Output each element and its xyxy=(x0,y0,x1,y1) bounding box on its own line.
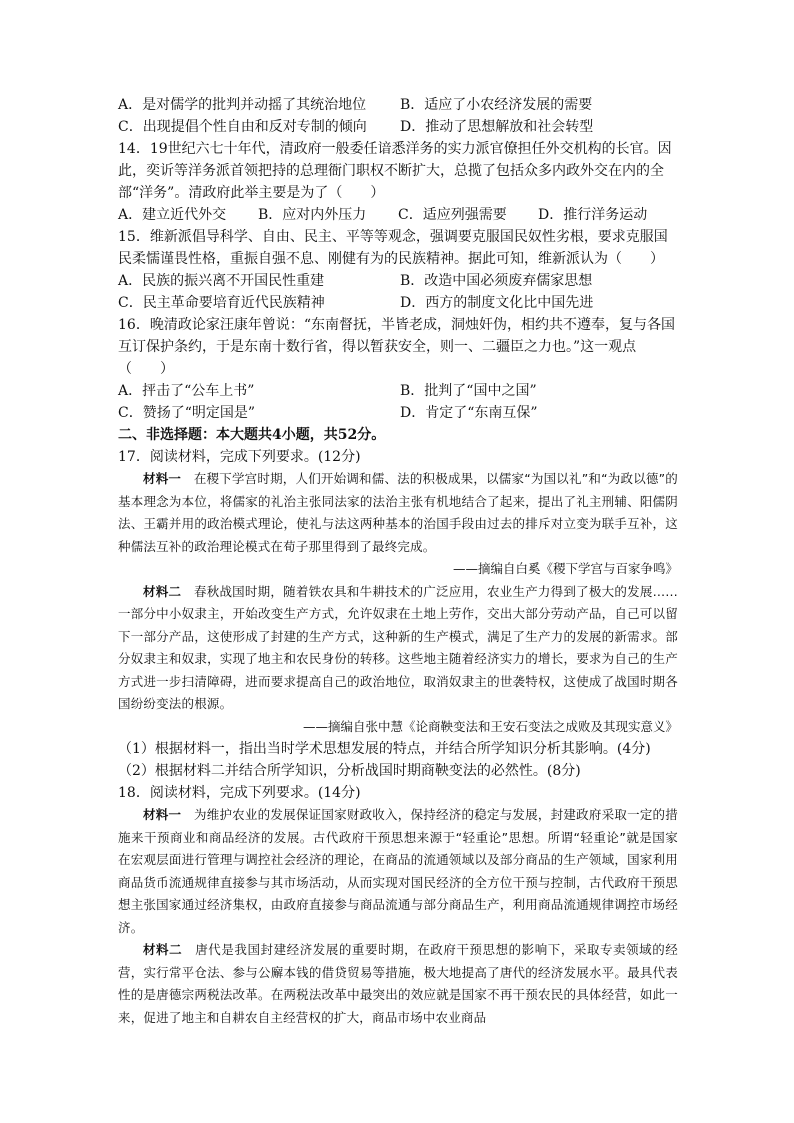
q16-stem: 16．晚清政论家汪康年曾说：“东南督抚，半皆老成，洞烛奸伪，相约共不遵奉，复与各国互订保护条约，于是东南十数行省，得以暂获安全，则一、二疆臣之力也。”这一观点（ ） xyxy=(118,317,675,377)
q13-option-b: B．适应了小农经济发展的需要 xyxy=(400,97,593,113)
q13-option-a: A．是对儒学的批判并动摇了其统治地位 xyxy=(118,97,367,113)
q17-material-2-label: 材料二 xyxy=(143,583,182,599)
q16-options-row-2 xyxy=(118,402,678,424)
q17-sub-question-1: （1）根据材料一，指出当时学术思想发展的特点，并结合所学知识分析其影响。(4分) xyxy=(118,741,651,757)
q18-material-1-text: 为维护农业的发展保证国家财政收入，保持经济的稳定与发展，封建政府采取一定的措施来干预商业和商品经济的发展。古代政府干预思想来源于“轻重论”思想。所谓“轻重论”就是国家在宏观层面进行管理与调控社会经济的理论，在商品的流通领域以及部分商品的生产领域，国家利用商品货币流通规律直接参与其市场活动，从而实现对国民经济的全方位干预与控制，古代政府干预思想主张国家通过经济集权，由政府直接参与商品流通与部分商品生产，利用商品流通规律调控市场经济。 xyxy=(118,807,678,935)
q18-material-1 xyxy=(118,804,678,939)
q17-material-2 xyxy=(118,581,678,716)
q13-option-d: D．推动了思想解放和社会转型 xyxy=(400,119,594,135)
q14-option-b: B．应对内外压力 xyxy=(258,207,367,223)
q13-options-row-2 xyxy=(118,116,678,138)
exam-page xyxy=(118,94,678,1029)
q17-material-2-text: 春秋战国时期，随着铁农具和牛耕技术的广泛应用，农业生产力得到了极大的发展……一部分中小奴隶主，开始改变生产方式，允许奴隶在土地上劳作，交出大部分劳动产品，自己可以留下一部分产品，这使形成了封建的生产方式，这种新的生产模式，满足了生产力的发展的新需求。部分奴隶主和奴隶，实现了地主和农民身份的转移。这些地主随着经济实力的增长，要求为自己的生产方式进一步扫清障碍，进而要求提高自己的政治地位，取消奴隶主的世袭特权，这使成了战国时期各国纷纷变法的根源。 xyxy=(118,583,678,711)
q18-material-2-text: 唐代是我国封建经济发展的重要时期，在政府干预思想的影响下，采取专卖领域的经营，实行常平仓法、参与公廨本钱的借贷贸易等措施，极大地提高了唐代的经济发展水平。最具代表性的是唐德宗两税法改革。在两税法改革中最突出的效应就是国家不再干预农民的具体经营，如此一来，促进了地主和自耕农自主经营权的扩大，商品市场中农业商品 xyxy=(118,942,678,1025)
q14-option-d: D．推行洋务运动 xyxy=(538,207,648,223)
q15-options-row-1 xyxy=(118,270,678,292)
section-2-heading: 二、非选择题：本大题共4小题，共52分。 xyxy=(118,427,386,443)
q14-stem: 14．19世纪六七十年代，清政府一般委任谙悉洋务的实力派官僚担任外交机构的长官。因此，奕䜣等洋务派首领把持的总理衙门职权不断扩大，总揽了包括众多内政外交在内的全部“洋务”。清政府此举主要是为了（ ） xyxy=(118,141,672,201)
q16-options-row-1 xyxy=(118,380,678,402)
q15-option-c: C．民主革命要培育近代民族精神 xyxy=(118,295,325,311)
q13-options-row-1 xyxy=(118,94,678,116)
q16-option-b: B．批判了“国中之国” xyxy=(400,383,537,399)
q15-stem: 15．维新派倡导科学、自由、民主、平等等观念，强调要克服国民奴性劣根，要求克服国民柔懦谨畏性格，重振自强不息、刚健有为的民族精神。据此可知，维新派认为（ ） xyxy=(118,229,668,267)
q18-material-2 xyxy=(118,939,678,1029)
q17-material-1 xyxy=(118,468,678,558)
q15-option-d: D．西方的制度文化比中国先进 xyxy=(400,295,594,311)
q18-intro: 18．阅读材料，完成下列要求。(14分) xyxy=(118,785,361,801)
q17-material-1-source: ——摘编自白奚《稷下学宫与百家争鸣》 xyxy=(452,561,678,576)
q18-material-2-label: 材料二 xyxy=(143,942,183,957)
q17-material-1-text: 在稷下学宫时期，人们开始调和儒、法的积极成果，以儒家“为国以礼”和“为政以德”的基本理念为本位，将儒家的礼治主张同法家的法治主张有机地结合了起来，提出了礼主刑辅、阳儒阴法、王霸并用的政治模式理论，使礼与法这两种基本的治国手段由过去的排斥对立变为联手互补，这种儒法互补的政治理论模式在荀子那里得到了最终完成。 xyxy=(118,471,679,554)
q17-sub-question-2: （2）根据材料二并结合所学知识，分析战国时期商鞅变法的必然性。(8分) xyxy=(118,763,581,779)
q17-material-1-label: 材料一 xyxy=(143,471,182,486)
q16-option-c: C．赞扬了“明定国是” xyxy=(118,405,256,421)
q18-material-1-label: 材料一 xyxy=(143,807,182,822)
q17-material-2-source: ——摘编自张中慧《论商鞅变法和王安石变法之成败及其现实意义》 xyxy=(302,718,678,734)
q15-options-row-2 xyxy=(118,292,678,314)
q14-options xyxy=(118,204,678,226)
q15-option-b: B．改造中国必须废弃儒家思想 xyxy=(400,273,593,289)
q16-option-d: D．肯定了“东南互保” xyxy=(400,405,538,421)
q14-option-a: A．建立近代外交 xyxy=(118,207,227,223)
q13-option-c: C．出现提倡个性自由和反对专制的倾向 xyxy=(118,119,367,135)
q17-intro: 17．阅读材料，完成下列要求。(12分) xyxy=(118,449,361,465)
q15-option-a: A．民族的振兴离不开国民性重建 xyxy=(118,273,325,289)
q14-option-c: C．适应列强需要 xyxy=(398,207,507,223)
q16-option-a: A．抨击了“公车上书” xyxy=(118,383,255,399)
